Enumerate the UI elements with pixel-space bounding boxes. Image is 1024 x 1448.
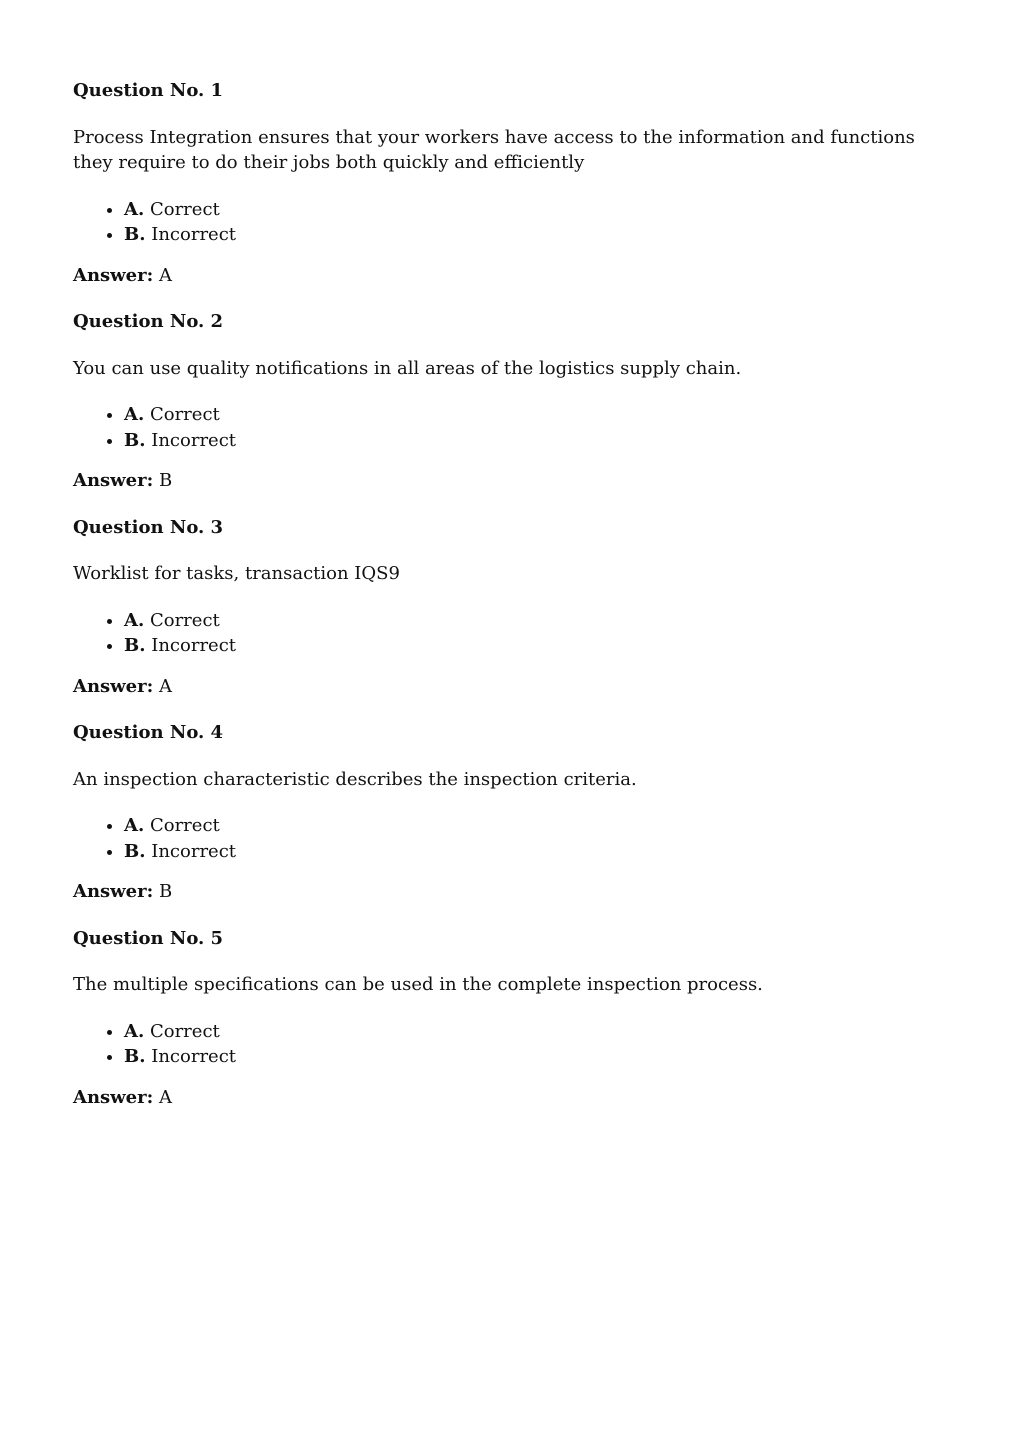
option-letter: A. [124,1020,145,1042]
option-item [124,402,953,428]
option-item [124,839,953,865]
option-letter: A. [124,404,145,425]
options-list [73,402,953,453]
option-letter: A. [124,198,145,220]
option-item [124,813,953,839]
option-label: Incorrect [151,840,237,862]
option-label: Correct [149,198,220,220]
option-item [124,428,953,454]
answer-label: Answer: [73,264,154,286]
option-item [124,1019,953,1045]
option-letter: A. [124,815,145,836]
question-title: Question No. 1 [73,80,224,101]
answer-label: Answer: [73,675,154,697]
option-item [124,633,953,659]
question-block [73,926,953,1111]
option-label: Incorrect [151,635,237,656]
answer-label: Answer: [73,470,154,491]
question-text: An inspection characteristic describes the inspection criteria. [73,768,637,790]
answer-label: Answer: [73,881,154,902]
question-title: Question No. 3 [73,516,224,538]
option-item [124,1044,953,1070]
option-letter: B. [124,635,146,656]
options-list [73,813,953,864]
answer-line [73,1085,953,1111]
answer-value: B [159,470,173,491]
answer-label: Answer: [73,1086,154,1108]
document-page [73,78,953,1131]
question-block [73,309,953,494]
option-label: Incorrect [151,429,237,451]
question-block [73,720,953,905]
question-text: You can use quality notifications in all areas of the logistics supply chain. [73,357,742,379]
option-letter: B. [124,429,146,451]
question-text: Worklist for tasks, transaction IQS9 [73,563,400,584]
option-label: Correct [149,815,220,836]
options-list [73,197,953,248]
options-list [73,608,953,659]
question-text: The multiple specifications can be used in the complete inspection process. [73,974,763,995]
option-item [124,608,953,634]
option-label: Correct [149,1020,220,1042]
option-letter: A. [124,609,145,631]
option-label: Incorrect [151,1046,237,1067]
answer-line [73,263,953,289]
option-letter: B. [124,1046,146,1067]
question-title: Question No. 5 [73,927,224,949]
question-block [73,78,953,288]
options-list [73,1019,953,1070]
answer-line [73,879,953,905]
question-title: Question No. 4 [73,722,224,743]
answer-line [73,674,953,700]
answer-value: A [159,1086,172,1108]
answer-value: B [159,881,173,902]
question-text: Process Integration ensures that your workers have access to the information and functions they require to do their jobs both quickly and efficiently [73,126,915,173]
option-label: Incorrect [151,224,237,245]
option-letter: B. [124,224,146,245]
answer-line [73,468,953,494]
question-title: Question No. 2 [73,311,224,332]
question-block [73,515,953,700]
answer-value: A [159,264,172,286]
option-item [124,222,953,248]
option-label: Correct [149,404,220,425]
option-item [124,197,953,223]
option-label: Correct [149,609,220,631]
answer-value: A [159,675,172,697]
option-letter: B. [124,840,146,862]
